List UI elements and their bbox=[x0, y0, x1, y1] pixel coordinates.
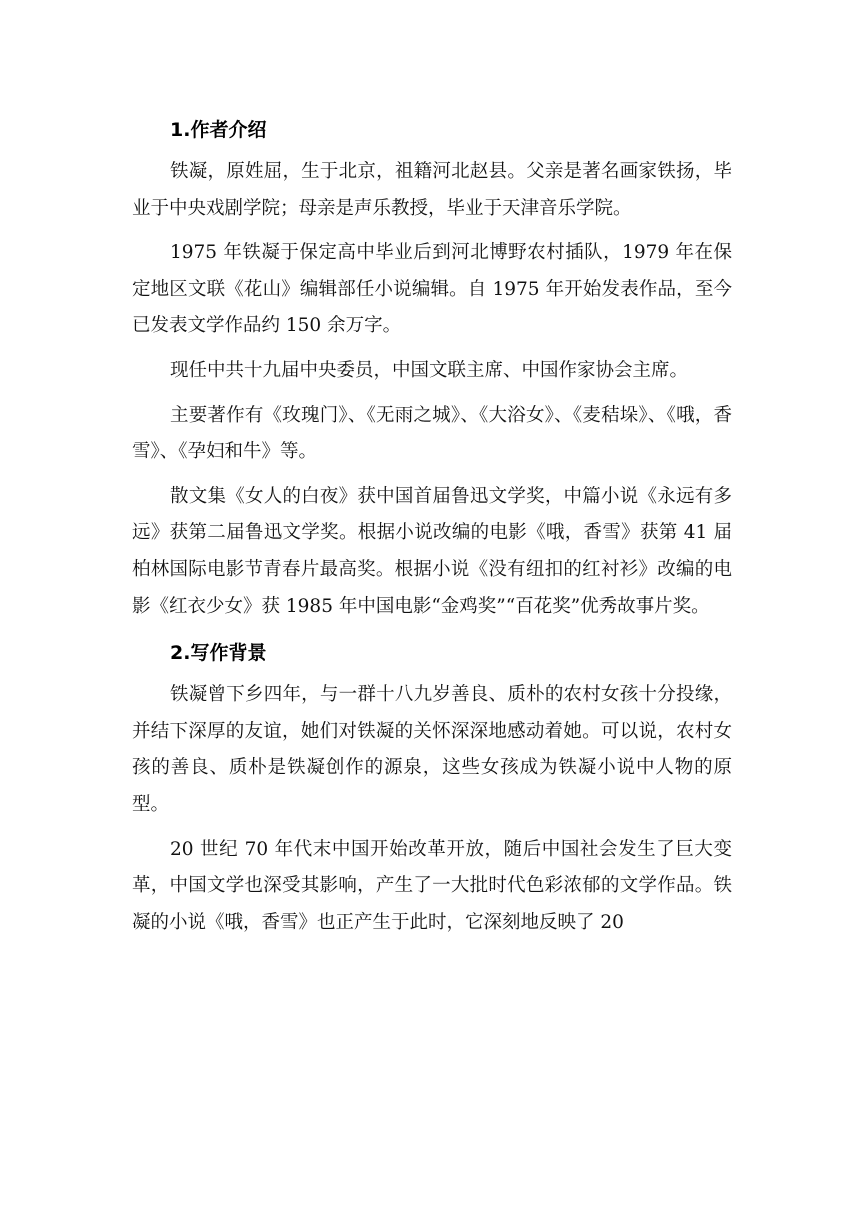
paragraph: 主要著作有《玫瑰门》、《无雨之城》、《大浴女》、《麦秸垛》、《哦，香雪》、《孕妇和牛》等。 bbox=[132, 404, 732, 463]
paragraph: 铁凝曾下乡四年，与一群十八九岁善良、质朴的农村女孩十分投缘，并结下深厚的友谊，她们对铁凝的关怀深深地感动着她。可以说，农村女孩的善良、质朴是铁凝创作的源泉，这些女孩成为铁凝小说中人物的原型。 bbox=[132, 684, 732, 815]
section-heading-author-intro: 1.作者介绍 bbox=[170, 119, 267, 141]
paragraph: 20 世纪 70 年代末中国开始改革开放，随后中国社会发生了巨大变革，中国文学也深受其影响，产生了一大批时代色彩浓郁的文学作品。铁凝的小说《哦，香雪》也正产生于此时，它深刻地反映了 20 bbox=[132, 838, 732, 933]
section-heading-writing-background: 2.写作背景 bbox=[170, 642, 267, 665]
paragraph: 1975 年铁凝于保定高中毕业后到河北博野农村插队，1979 年在保定地区文联《花山》编辑部任小说编辑。自 1975 年开始发表作品，至今已发表文学作品约 150 余万字。 bbox=[132, 242, 732, 337]
document-body bbox=[132, 110, 732, 949]
paragraph: 现任中共十九届中央委员，中国文联主席、中国作家协会主席。 bbox=[170, 359, 689, 381]
paragraph: 散文集《女人的白夜》获中国首届鲁迅文学奖，中篇小说《永远有多远》获第二届鲁迅文学奖。根据小说改编的电影《哦，香雪》获第 41 届柏林国际电影节青春片最高奖。根据小说《没有纽扣的红衬衫》改编的电影《红衣少女》获 1985 年中国电影“金鸡奖”“百花奖”优秀故事片奖。 bbox=[132, 485, 732, 617]
paragraph: 铁凝，原姓屈，生于北京，祖籍河北赵县。父亲是著名画家铁扬，毕业于中央戏剧学院；母亲是声乐教授，毕业于天津音乐学院。 bbox=[132, 161, 732, 219]
